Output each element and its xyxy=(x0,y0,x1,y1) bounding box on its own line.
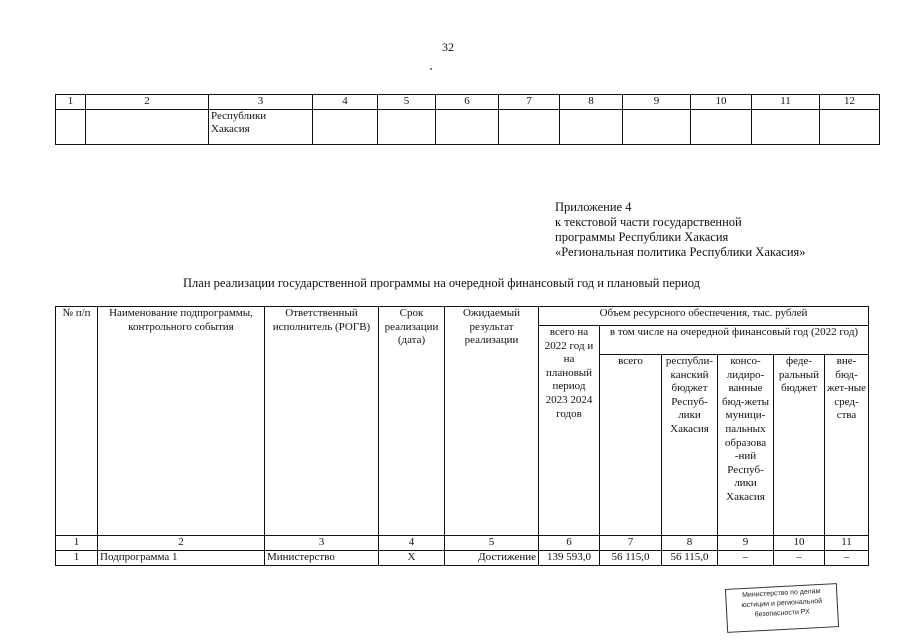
annex-line: «Региональная политика Республики Хакасия» xyxy=(555,245,806,259)
responsible-cell xyxy=(209,110,313,145)
header-sub-republic: республи-канский бюджет Респуб-лики Хакасия xyxy=(662,355,718,536)
header-sub-offbudget: вне-бюд-жет-ные сред-ства xyxy=(825,355,869,536)
annex-line: Приложение 4 xyxy=(555,200,632,214)
table-row xyxy=(56,110,880,145)
header-responsible: Ответственный исполнитель (РОГВ) xyxy=(265,307,379,536)
row-responsible: Министерство xyxy=(265,551,379,566)
scan-dot xyxy=(430,68,432,70)
col-number-cell: 9 xyxy=(718,536,774,551)
col-number-cell: 5 xyxy=(445,536,539,551)
plan-table xyxy=(55,306,869,566)
header-volume: Объем ресурсного обеспечения, тыс. рублей xyxy=(539,307,869,326)
col-number-cell: 6 xyxy=(436,95,499,110)
row-term: Х xyxy=(379,551,445,566)
col-number-cell: 1 xyxy=(56,536,98,551)
header-result: Ожидаемый результат реализации xyxy=(445,307,539,536)
row-no: 1 xyxy=(56,551,98,566)
col-number-cell: 10 xyxy=(774,536,825,551)
header-no: № п/п xyxy=(56,307,98,536)
header-sub-federal: феде-ральный бюджет xyxy=(774,355,825,536)
row-federal: – xyxy=(774,551,825,566)
col-number-cell: 8 xyxy=(560,95,623,110)
page-number: 32 xyxy=(442,40,454,54)
header-sub-total: всего xyxy=(600,355,662,536)
stamp-line: юстиции и региональной xyxy=(741,597,823,610)
stamp-line: безопасности РХ xyxy=(754,608,811,619)
col-number-cell: 11 xyxy=(825,536,869,551)
header-sub-municipal: консо-лидиро-ванные бюд-жеты муници-пальных образова -ний Респуб-лики Хакасия xyxy=(718,355,774,536)
table-row xyxy=(56,551,869,566)
annex-heading xyxy=(555,200,806,260)
row-year-total: 56 115,0 xyxy=(600,551,662,566)
col-number-cell: 10 xyxy=(691,95,752,110)
row-result: Достижение xyxy=(445,551,539,566)
header-incl: в том числе на очередной финансовый год (2022 год) xyxy=(600,326,869,355)
stamp-line: Министерство по делам xyxy=(741,587,821,600)
col-number-cell: 3 xyxy=(265,536,379,551)
row-offbudget: – xyxy=(825,551,869,566)
col-number-cell: 8 xyxy=(662,536,718,551)
annex-line: программы Республики Хакасия xyxy=(555,230,729,244)
col-number-cell: 3 xyxy=(209,95,313,110)
row-total: 139 593,0 xyxy=(539,551,600,566)
annex-line: к текстовой части государственной xyxy=(555,215,742,229)
ministry-stamp xyxy=(725,583,839,633)
header-name: Наименование подпрограммы, контрольного события xyxy=(98,307,265,536)
col-number-cell: 4 xyxy=(379,536,445,551)
col-number-cell: 5 xyxy=(378,95,436,110)
col-number-cell: 2 xyxy=(98,536,265,551)
cell-line: Хакасия xyxy=(211,123,250,135)
col-number-cell: 1 xyxy=(56,95,86,110)
col-number-cell: 7 xyxy=(499,95,560,110)
document-title: План реализации государственной программы на очередной финансовый год и плановый период xyxy=(183,276,700,290)
cell-line: Республики xyxy=(211,110,267,122)
col-number-cell: 7 xyxy=(600,536,662,551)
header-row xyxy=(56,307,869,326)
row-name: Подпрограмма 1 xyxy=(98,551,265,566)
row-municipal: – xyxy=(718,551,774,566)
col-number-cell: 2 xyxy=(86,95,209,110)
header-term: Срок реализации (дата) xyxy=(379,307,445,536)
column-number-row xyxy=(56,95,880,110)
col-number-cell: 4 xyxy=(313,95,378,110)
continuation-table xyxy=(55,94,880,145)
row-republic: 56 115,0 xyxy=(662,551,718,566)
col-number-cell: 12 xyxy=(820,95,880,110)
header-total-all: всего на 2022 год и на плановый период 2023 2024 годов xyxy=(539,326,600,536)
col-number-cell: 11 xyxy=(752,95,820,110)
column-number-row xyxy=(56,536,869,551)
col-number-cell: 6 xyxy=(539,536,600,551)
col-number-cell: 9 xyxy=(623,95,691,110)
